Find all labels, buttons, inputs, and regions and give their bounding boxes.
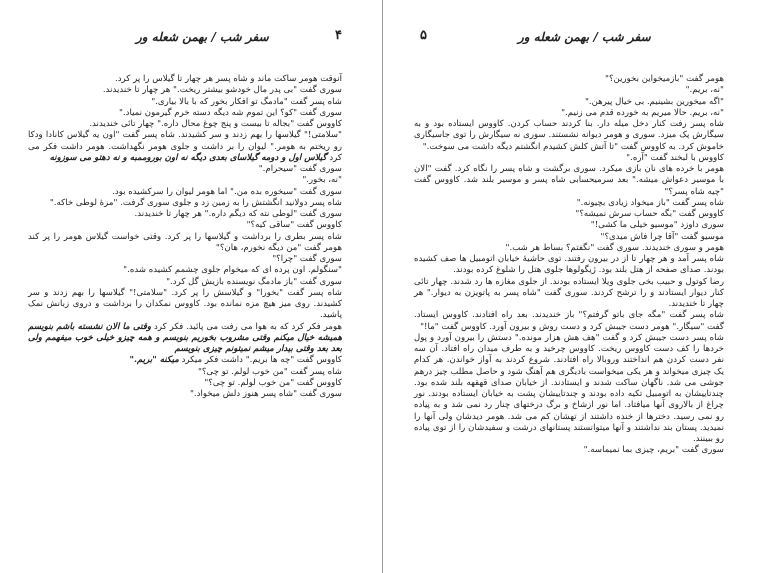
paragraph-text: "سلامتی!" گیلاسها را بهم زدند و سر کشیدند. شاه پسر گفت "اون یه گیلاس کانادا ودکا رو ریختم به هومر." لیوان را بر داشت و جلوی هومر نگهداشت. هومر داشت فکر می کرد xyxy=(28,130,342,163)
right-page xyxy=(384,0,768,573)
paragraph: سوری گفت "چرا؟" xyxy=(272,254,342,264)
paragraph: شاه پسر رفت کنار دخل میله دار. بنا کردند حساب کردن. کاووس ایستاده بود و به سیگارش پک میزد. سوری و هومر دیوانه نشستند. سوری نه سیگارش را توی جاسیگاری خاموش کرد. به کاووس گفت "تا آتش کلش کشیدم انگشتم دیگه داشت می سوخت." xyxy=(414,119,724,152)
paragraph: سوری گفت "بریم، چیزی بما نمیماسه." xyxy=(583,445,724,456)
paragraph: شاه پسر گفت "بخورا" و گیلاسش را پر کرد. "سلامتی!" گیلاسها را بهم زدند و سر کشیدند. روی میز هیچ مزه نمانده بود. کاووس نمکدان را برداشت و دروی زبانش نمک پاشید. xyxy=(28,287,342,321)
emphasized-text: وقتی ما الان نشسته باشم بنویسم همیشه خیال میکنم وقتی مشروب بخوریم بنویسم و همه چیزو خیلی خوب میفهمم ولی بعد بعد وقتی بیدار میشم نمیتونم چیزی بنویسم xyxy=(28,321,342,354)
left-page xyxy=(0,0,383,573)
paragraph: شاه پسر آمد و هر چهار تا از در بیرون رفتند. توی حاشیهٔ خیابان اتومبیل ها صف کشیده بودند. صدای صفحه از هتل بلند بود. ژیگولوها جلوی هتل را شلوغ کرده بودند. xyxy=(414,254,724,276)
paragraph: سوری گفت "سیحرام." xyxy=(258,164,342,174)
paragraph: آنوقت هومر ساکت ماند و شاه پسر هر چهار تا گیلاس را پر کرد. xyxy=(114,74,342,84)
paragraph: هومر و سوری خندیدند. سوری گفت "نگفتم؟ بساط هر شب." xyxy=(505,242,724,253)
emphasized-text: میکنه "بریم." xyxy=(129,355,179,366)
page-number: ۵ xyxy=(420,28,427,43)
paragraph: رضا کوتول و حبیب بخی جلوی ویلا ایستاده بودند. از جلوی مغازه ها رد شدند. چهار تائی کنار دیوار ایستادند و را ترشح کردند. سوری گفت "شاه پسر به پاتویزن به دیوار." هر چهار تا خندیدند. xyxy=(414,276,724,309)
paragraph xyxy=(28,130,342,164)
running-title: سفر شب / بهمن شعله ور xyxy=(518,30,651,44)
paragraph: شاه پسر گفت "مگه جای باتو گرفتم؟" باز خندیدند. بعد راه افتادند. کاووس ایستاد. گفت "سیگار." هومر دست جیبش کرد و دست روش و بیرون آورد. کاووس گفت "ما!" xyxy=(414,310,724,332)
paragraph: "نه، بخور." xyxy=(302,175,342,186)
page-header xyxy=(384,30,768,50)
paragraph: سوری داوزد "موسیو خیلی ما کشی!" xyxy=(590,220,724,231)
paragraph: شاه پسر دولانید انگشتش را به زمین زد و جلوی سوری گرفت. "مزهٔ لوطی خاکه." xyxy=(49,197,342,208)
paragraph xyxy=(28,322,342,356)
paragraph: کاووس با لبخند گفت "آره." xyxy=(626,152,724,163)
paragraph-text: کاووس گفت "چه ها بریم." داشت فکر میکرد xyxy=(181,355,342,366)
paragraph: هومر گفت "بازمیخواین بخورین؟" xyxy=(605,74,724,84)
paragraph-text: هومر فکر کرد xyxy=(291,321,342,332)
paragraph: شاه پسر گفت "مادمگ تو افکار بخور که با بالا بیاری." xyxy=(151,96,342,107)
running-title: سفر شب / بهمن شعله ور xyxy=(136,30,269,44)
paragraph: "نه، بریم. حالا میریم به خورده قدم می زنیم." xyxy=(561,107,724,118)
paragraph: شاه پسر بطری را برداشت و گیلاسها را پر کرد. وقتی خواست گیلاس هومر را پر کند هومر گفت "من دیگه نخورم، هان؟" xyxy=(28,231,342,253)
paragraph: موسیو گفت "آقا چرا فاش میدی؟" xyxy=(600,231,724,242)
page-body xyxy=(28,74,342,400)
paragraph: سوری گفت "سیخوره بده من." اما هومر لیوان را سرکشیده بود. xyxy=(112,186,342,197)
paragraph: کاووس گفت "من خوب لولم. تو چی؟" xyxy=(204,377,342,388)
paragraph xyxy=(28,355,342,366)
paragraph: شاه پسر دست جیبش کرد و گفت "هف هش هزار مونده." دستش را بیرون آورد و پول خردها را کف دست کاووس ریخت. کاووس چرخید و به طرف میدان راه افتاد. آن سه نفر دست کردن هم انداختند وروبالا راه افتادند. شروع کردند به آواز خواندن. هر کدام یک چیزی میخواند و هر یکی میخواست بادیگری هم آهنگ شود و حاصل مطلب چیز درهم جوشی می شد. ناگهان ساکت شدند و ایستادند. از خیابان صدای قهقهه بلند شده بود. چندتاییشان به اتومبیل تکیه داده بودند و چندتاییشان پشت به خیابان ایستاده بودند. نور چراغ از بالاروی آنها میافتاد. اما نور ازشاخ و برگ درختهای چنار رد نمی شد و به پیاده رو نمی رسید. دخترها از خنده داشتند از تهشان کم می شد. هومر دیدشان ولی آنها را نمیدید. پستان بند نداشتند و آنها میتوانستند پستانهای درشت و سفیدشان را از توی پیاده رو ببینند. xyxy=(414,332,724,444)
paragraph: کاووس گفت "بگه حساب سرش نمیشه؟" xyxy=(575,209,724,219)
paragraph: "سنگولم. اون پرده ای که میخوام جلوی چشمم کشیده شده." xyxy=(123,265,342,276)
paragraph: "اگه میخورین بشینیم. بی خیال پیرهن." xyxy=(584,96,724,107)
emphasized-text: گیلاس اول و دومه گیلاسای بعدی دیگه نه اون بوروممبه و نه دهتو می سوزونه xyxy=(49,152,327,163)
paragraph: سوری گفت "باز مادمگ نویسنده بازیش گل کرد." xyxy=(166,276,342,287)
page-number: ۴ xyxy=(335,28,342,43)
paragraph: سوری گفت "بی پدر مال خودشو بیشتر ریخت." هر چهار تا خندیدند. xyxy=(102,85,342,96)
paragraph: سوری گفت "لوطی نته که دیگم داره." هر چهار تا خندیدند. xyxy=(134,209,342,219)
paragraph: سوری گفت "کو؟ این تموم شه دیگه دسته خرم گیرمون نمیاد." xyxy=(118,107,342,118)
paragraph-text: که به هوا می رفت می پائید. فکر کرد xyxy=(154,321,289,332)
page-body xyxy=(414,74,724,457)
paragraph: هومر با خرده های نان بازی میکرد. سوری برگشت و شاه پسر را نگاه کرد. گفت "الان با موسیر دعواش میشه." بعد سرمیحسابی شاه پسر و موسیر بلند شد. کاووس گفت "چیه شاه پسر؟" xyxy=(414,164,724,197)
paragraph: شاه پسر گفت "باز میخواد زیادی بچیونه." xyxy=(576,197,724,208)
paragraph: کاووس گفت "بجاله تا بیست و پنج چوغ محال داره." چهار تائی خندیدند. xyxy=(89,119,342,129)
page-header xyxy=(0,30,382,50)
paragraph: "نه، بریم." xyxy=(685,85,724,96)
paragraph: شاه پسر گفت "من خوب لولم. تو چی؟" xyxy=(197,366,342,377)
paragraph: کاووس گفت "ساقی کیه؟" xyxy=(246,220,342,231)
paragraph: سوری گفت "شاه پسر هنوز دلش میخواد." xyxy=(189,389,342,399)
